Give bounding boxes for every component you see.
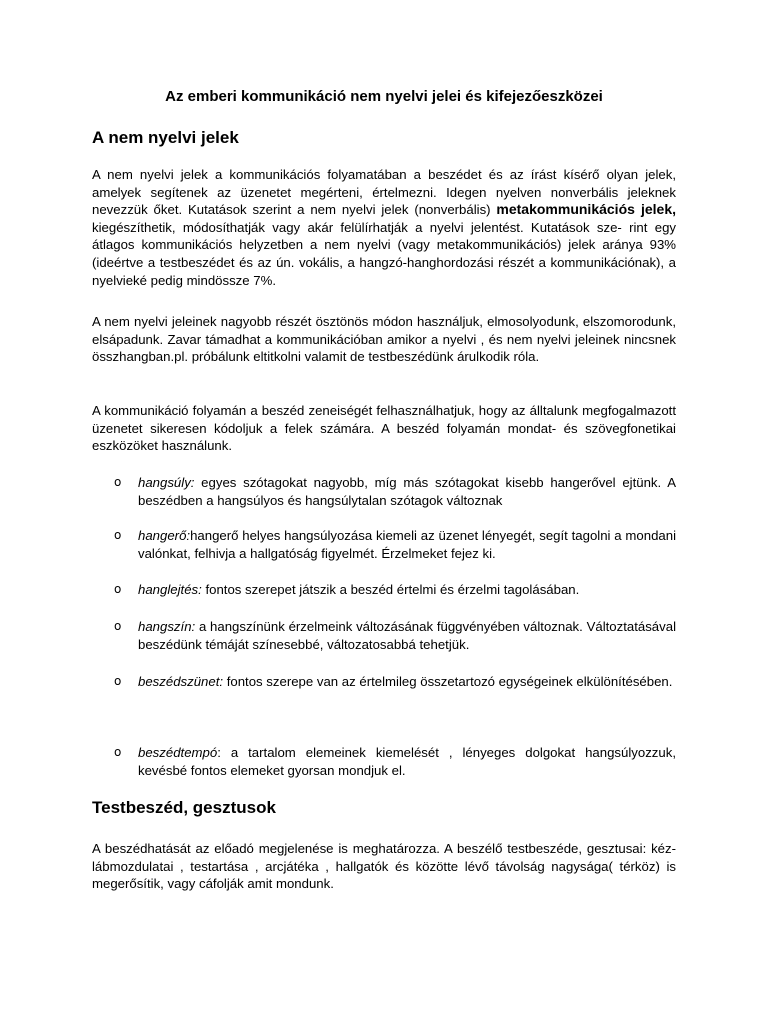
term-hangero: hangerő: [138,528,191,543]
bullet-marker: o [114,619,122,633]
term-beszedszunet: beszédszünet: [138,674,224,689]
term-hanglejtes: hanglejtés: [138,582,202,597]
bullet-marker: o [114,674,122,688]
document-title: Az emberi kommunikáció nem nyelvi jelei és kifejezőeszközei [165,88,603,105]
paragraph-speech-musicality: A kommunikáció folyamán a beszéd zeneiségét felhasználhatjuk, hogy az álltalunk megfogalmazott üzenetet sikeresen kódoljuk a felek számára. A beszéd folyamán mondat- és szövegfonetikai eszközöket használunk. [92,403,676,454]
paragraph-instinctive-signals: A nem nyelvi jeleinek nagyobb részét ösztönös módon használjuk, elmosolyodunk, elszomorodunk, elsápadunk. Zavar támadhat a kommunikációban amikor a nyelvi , és nem nyelvi jeleinek nincsnek összhangban.pl. próbálunk eltitkolni valamit de testbeszédünk árulkodik róla. [92,314,676,365]
list-item [114,581,676,599]
bullet-marker: o [114,745,122,759]
term-hangszin: hangszín: [138,619,196,634]
section-heading-body-language: Testbeszéd, gesztusok [92,798,276,817]
term-description: fontos szerepet játszik a beszéd értelmi és érzelmi tagolásában. [201,582,580,597]
term-description: egyes szótagokat nagyobb, míg más szótagokat kisebb hangerővel ejtünk. A beszédben a hangsúlyos és hangsúlytalan szótagok változnak [138,475,676,508]
list-item [114,744,676,779]
paragraph-text: A nem nyelvi jelek a kommunikációs folyamatában a beszédet és az írást kísérő olyan jelek, amelyek segítenek az üzenetet megérteni, értelmezni. Idegen nyelven nonverbális jeleknek nevezzük őket. Kutatások szerint a nem nyelvi jelek (nonverbális) [92,167,676,218]
term-description: a hangszínünk érzelmeink változásának függvényében változnak. Változtatásával beszédünk témáját színesebbé, változatosabbá tehetjük. [138,619,676,652]
term-hangsuly: hangsúly: [138,475,195,490]
term-beszedtempo: beszédtempó [138,745,218,760]
bullet-marker: o [114,582,122,596]
term-description: fontos szerepe van az értelmileg összetartozó egységeinek elkülönítésében. [223,674,673,689]
term-description: : a tartalom elemeinek kiemelését , lényeges dolgokat hangsúlyozzuk, kevésbé fontos elemeket gyorsan mondjuk el. [138,745,676,778]
list-item [114,474,676,509]
term-description: hangerő helyes hangsúlyozása kiemeli az üzenet lényegét, segít tagolni a mondani valónkat, felhivja a hallgatóság figyelmét. Érzelmeket fejez ki. [138,528,676,561]
paragraph-text: kiegészíthetik, módosíthatják vagy akár felülírhatják a nyelvi jelentést. Kutatások sze- rint egy átlagos kommunikációs helyzetben a nem nyelvi (vagy metakommunikációs) jelek aránya 93% (ideértve a testbeszédet és az ún. vokális, a hangzó-hanghordozási részét a kommunikációnak), a nyelvieké pedig mindössze 7%. [92,219,676,288]
paragraph-body-language: A beszédhatását az előadó megjelenése is meghatározza. A beszélő testbeszéde, gesztusai: kéz-lábmozdulatai , testartása , arcjátéka , hallgatók és közötte lévő távolság nagysága( térköz) is megerősítik, vagy cáfolják amit mondunk. [92,841,676,892]
bullet-marker: o [114,528,122,542]
list-item [114,618,676,653]
list-item [114,673,676,691]
keyword-metakommunikacios: metakommunikációs jelek, [496,201,676,218]
bullet-marker: o [114,475,122,489]
paragraph-nonverbal-intro [92,166,676,289]
section-heading-nonverbal: A nem nyelvi jelek [92,128,239,147]
list-item [114,527,676,562]
